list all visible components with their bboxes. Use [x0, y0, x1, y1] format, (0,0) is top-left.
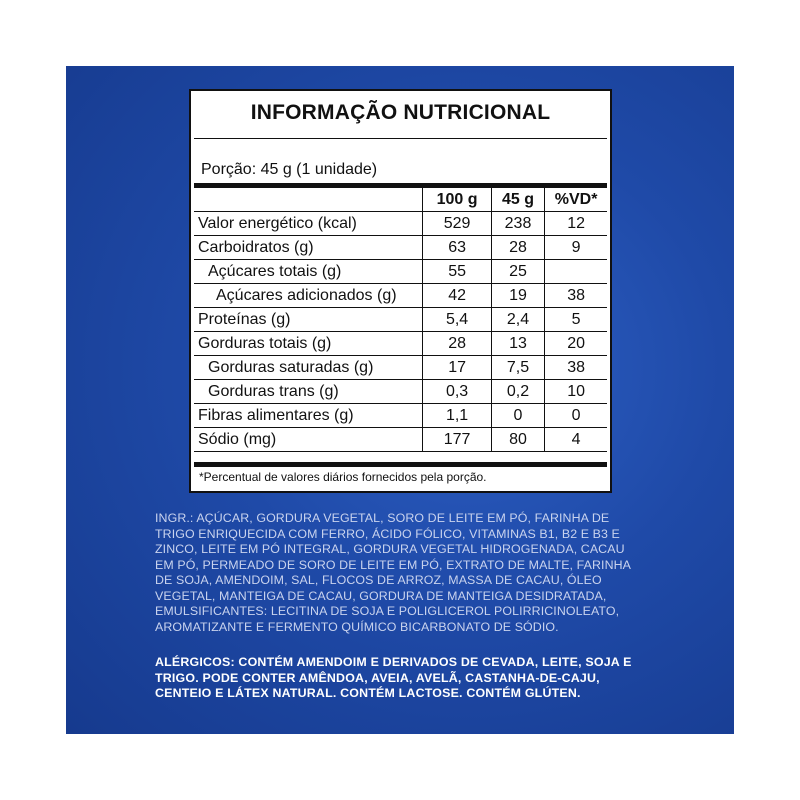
row-value-45g: 80 [491, 428, 544, 452]
table-row [194, 332, 607, 356]
row-value-vd: 9 [545, 236, 607, 260]
row-name: Fibras alimentares (g) [194, 404, 423, 428]
allergens-text: ALÉRGICOS: CONTÉM AMENDOIM E DERIVADOS DE CEVADA, LEITE, SOJA E TRIGO. PODE CONTER AMÊNDOA, AVEIA, AVELÃ, CASTANHA-DE-CAJU, CENTEIO E LÁTEX NATURAL. CONTÉM LACTOSE. CONTÉM GLÚTEN. [155, 655, 632, 700]
table-row [194, 356, 607, 380]
title-divider [194, 138, 607, 139]
row-value-100g: 177 [423, 428, 491, 452]
table-row [194, 308, 607, 332]
row-value-45g: 7,5 [491, 356, 544, 380]
row-value-100g: 42 [423, 284, 491, 308]
table-row [194, 260, 607, 284]
row-value-45g: 13 [491, 332, 544, 356]
table-header-row [194, 188, 607, 212]
row-value-vd: 38 [545, 356, 607, 380]
row-value-100g: 529 [423, 212, 491, 236]
row-name: Gorduras totais (g) [194, 332, 423, 356]
row-value-45g: 19 [491, 284, 544, 308]
table-row [194, 284, 607, 308]
table-row [194, 428, 607, 452]
row-value-100g: 63 [423, 236, 491, 260]
row-value-vd: 12 [545, 212, 607, 236]
row-value-vd: 20 [545, 332, 607, 356]
header-100g: 100 g [423, 188, 491, 212]
row-value-vd: 38 [545, 284, 607, 308]
row-name: Açúcares adicionados (g) [194, 284, 423, 308]
row-value-vd: 10 [545, 380, 607, 404]
header-empty [194, 188, 423, 212]
portion-text: Porção: 45 g (1 unidade) [201, 161, 378, 178]
row-value-vd: 0 [545, 404, 607, 428]
row-value-100g: 17 [423, 356, 491, 380]
row-value-45g: 0,2 [491, 380, 544, 404]
row-value-45g: 28 [491, 236, 544, 260]
row-value-100g: 0,3 [423, 380, 491, 404]
row-value-100g: 28 [423, 332, 491, 356]
nutrition-table [194, 187, 607, 452]
row-value-vd: 4 [545, 428, 607, 452]
row-value-45g: 25 [491, 260, 544, 284]
nutrition-facts-label [189, 89, 612, 493]
table-row [194, 404, 607, 428]
row-value-vd: 5 [545, 308, 607, 332]
row-value-vd [545, 260, 607, 284]
row-name: Sódio (mg) [194, 428, 423, 452]
table-row [194, 236, 607, 260]
ingredients-text: INGR.: AÇÚCAR, GORDURA VEGETAL, SORO DE LEITE EM PÓ, FARINHA DE TRIGO ENRIQUECIDA COM FERRO, ÁCIDO FÓLICO, VITAMINAS B1, B2 E B3 E ZINCO, LEITE EM PÓ INTEGRAL, GORDURA VEGETAL HIDROGENADA, CACAU EM PÓ, PERMEADO DE SORO DE LEITE EM PÓ, EXTRATO DE MALTE, FARINHA DE SOJA, AMENDOIM, SAL, FLOCOS DE ARROZ, MASSA DE CACAU, ÓLEO VEGETAL, MANTEIGA DE CACAU, GORDURA DE MANTEIGA DESIDRATADA, EMULSIFICANTES: LECITINA DE SOJA E POLIGLICEROL POLIRRICINOLEATO, AROMATIZANTE E FERMENTO QUÍMICO BICARBONATO DE SÓDIO. [155, 511, 631, 634]
row-name: Gorduras saturadas (g) [194, 356, 423, 380]
row-value-100g: 1,1 [423, 404, 491, 428]
nutrition-title: INFORMAÇÃO NUTRICIONAL [250, 101, 551, 124]
row-value-45g: 2,4 [491, 308, 544, 332]
row-value-45g: 238 [491, 212, 544, 236]
table-row [194, 212, 607, 236]
row-name: Carboidratos (g) [194, 236, 423, 260]
table-row [194, 380, 607, 404]
footnote-divider [194, 462, 607, 467]
row-name: Gorduras trans (g) [194, 380, 423, 404]
row-name: Valor energético (kcal) [194, 212, 423, 236]
header-45g: 45 g [491, 188, 544, 212]
footnote-text: *Percentual de valores diários fornecidos pela porção. [199, 470, 487, 484]
row-value-100g: 5,4 [423, 308, 491, 332]
row-name: Proteínas (g) [194, 308, 423, 332]
row-name: Açúcares totais (g) [194, 260, 423, 284]
header-vd: %VD* [545, 188, 607, 212]
row-value-45g: 0 [491, 404, 544, 428]
row-value-100g: 55 [423, 260, 491, 284]
